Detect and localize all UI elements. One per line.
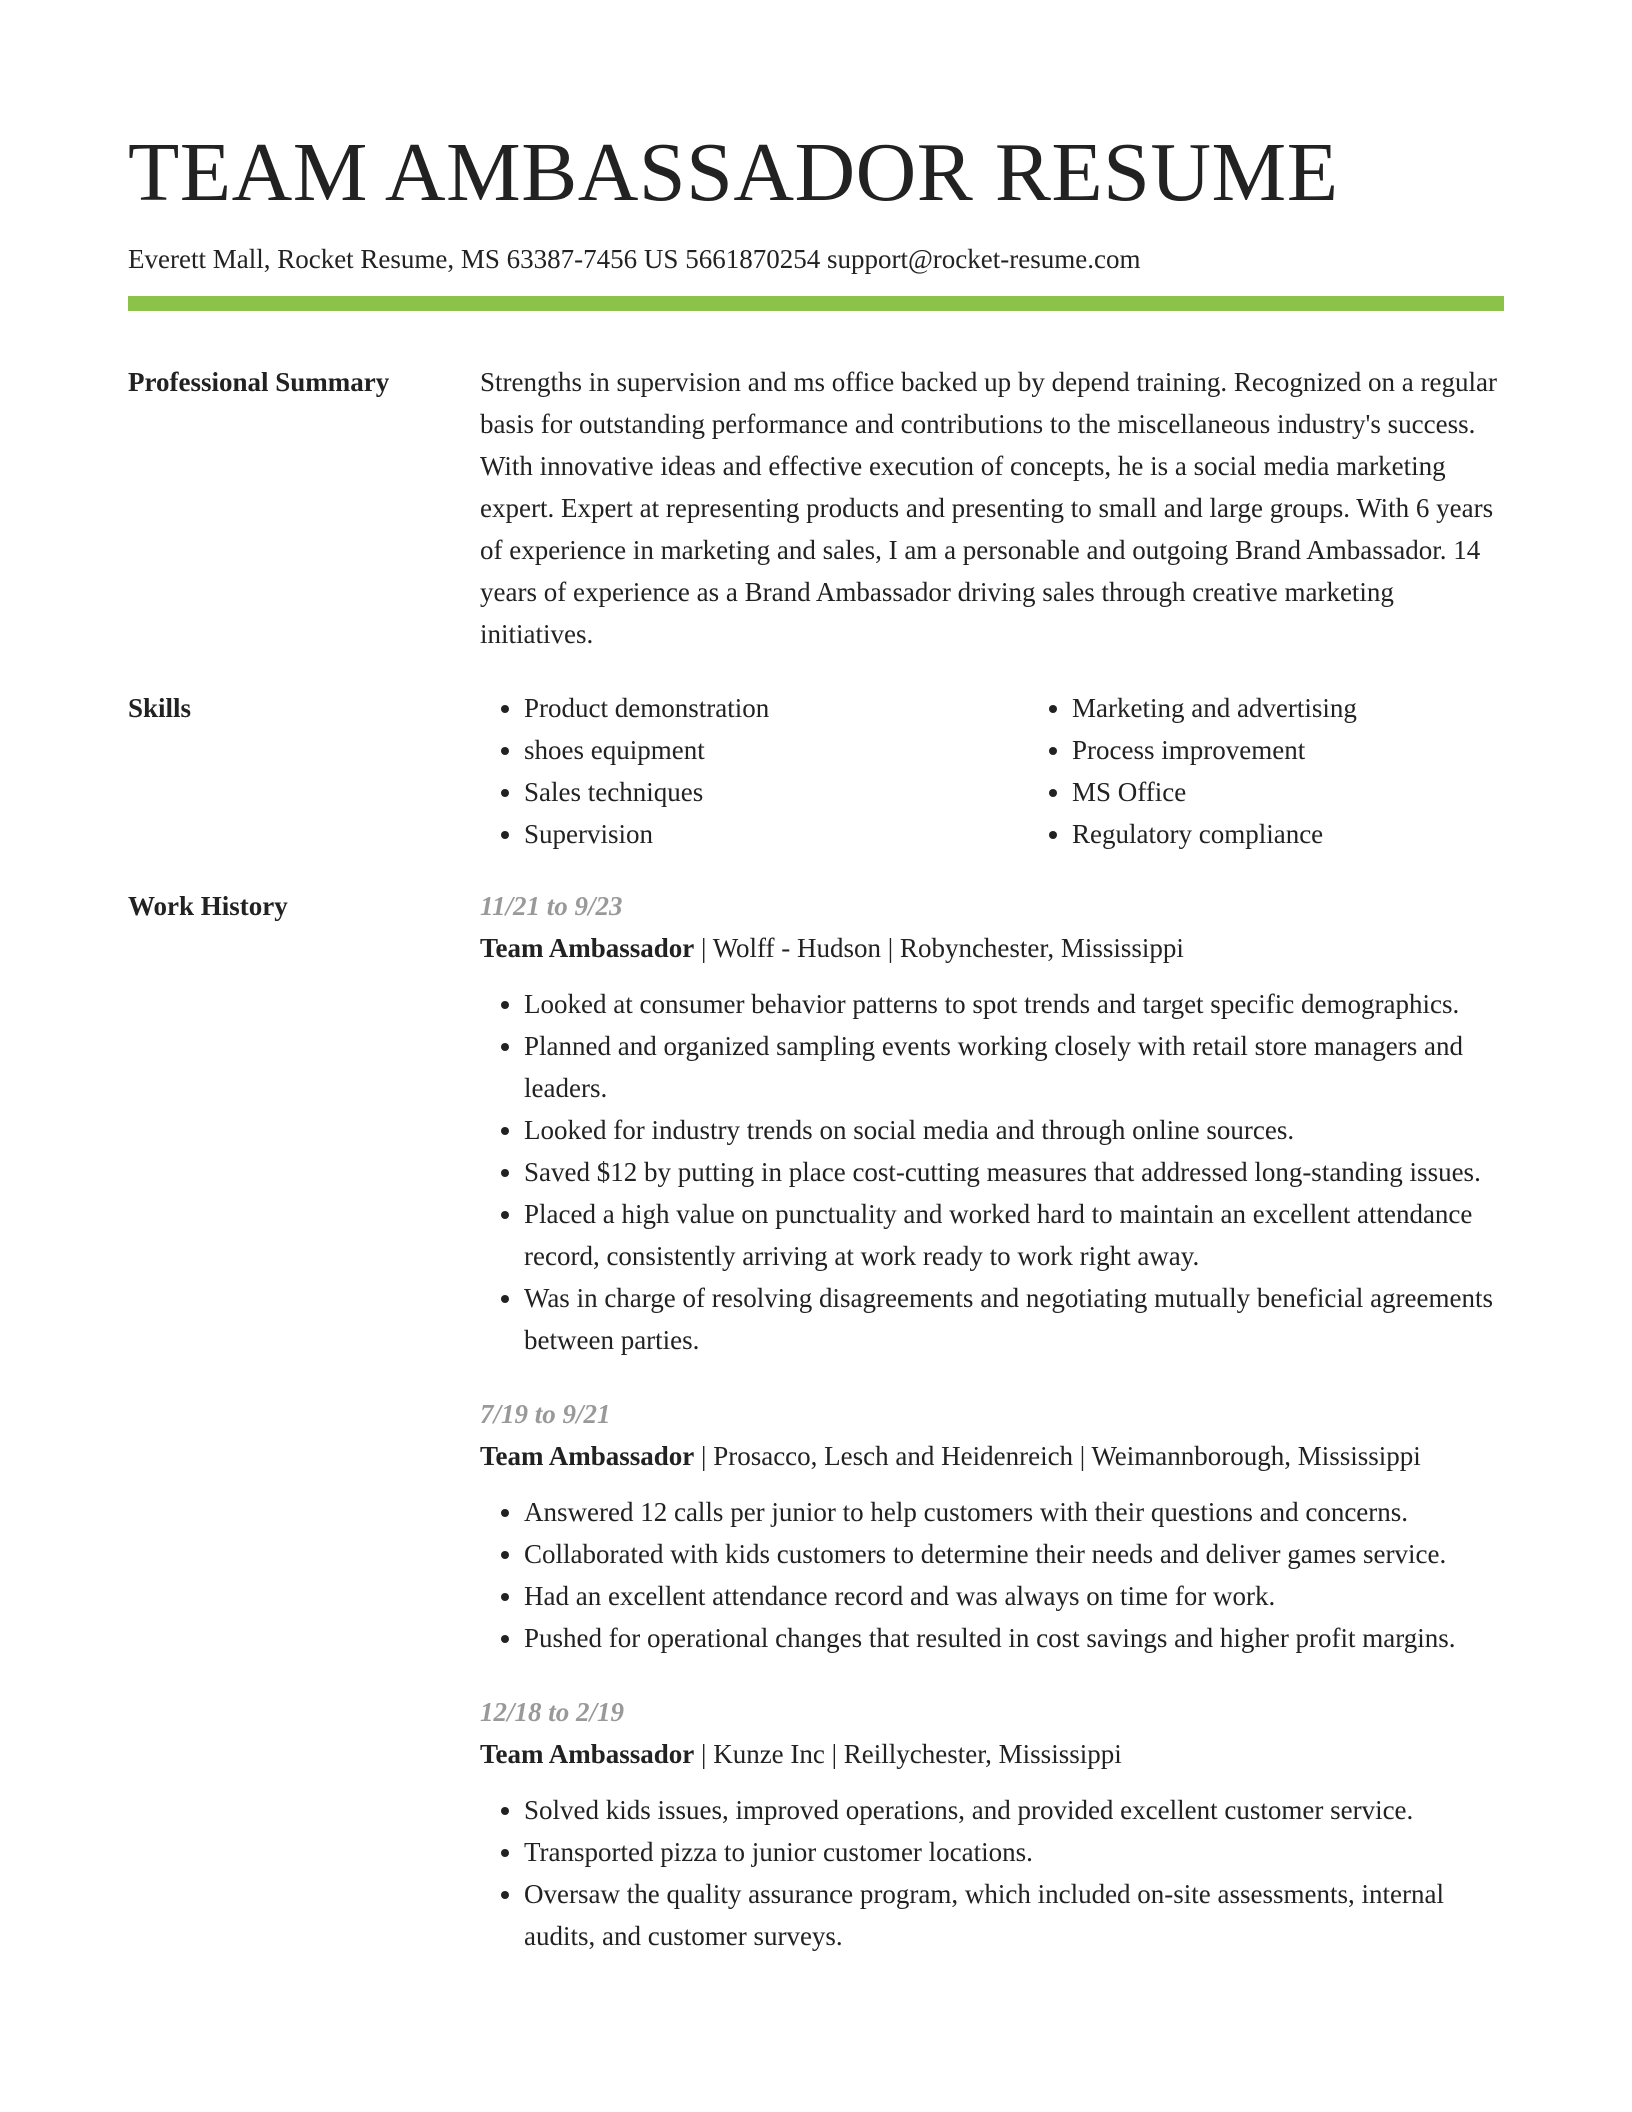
job-details: | Wolff - Hudson | Robynchester, Mississippi <box>694 933 1184 963</box>
job-bullet: • Solved kids issues, improved operations, and provided excellent customer service. <box>524 1789 1504 1831</box>
skill-item: • Supervision <box>524 813 1028 855</box>
skills-list-left <box>480 687 1028 855</box>
skill-item: • Marketing and advertising <box>1072 687 1576 729</box>
skills-grid <box>480 687 1576 855</box>
job-bullets <box>480 983 1504 1361</box>
job-role: Team Ambassador <box>480 933 695 963</box>
section-label-work: Work History <box>128 891 288 921</box>
work-history-section <box>128 885 1504 1989</box>
professional-summary-section <box>128 361 1504 655</box>
job-bullet: • Planned and organized sampling events working closely with retail store managers and leaders. <box>524 1025 1504 1109</box>
job-dates: 12/18 to 2/19 <box>480 1697 625 1727</box>
job-bullets <box>480 1491 1504 1659</box>
job-header <box>480 927 1504 969</box>
resume-title: TEAM AMBASSADOR RESUME <box>128 126 1339 219</box>
skills-section <box>128 687 1504 855</box>
resume-page <box>128 118 1504 1989</box>
job-bullet: • Looked for industry trends on social media and through online sources. <box>524 1109 1504 1151</box>
summary-text: Strengths in supervision and ms office backed up by depend training. Recognized on a regular basis for outstanding performance and contributions to the miscellaneous industry's success. With innovative ideas and effective execution of concepts, he is a social media marketing expert. Expert at representing products and presenting to small and large groups. With 6 years of experience in marketing and sales, I am a personable and outgoing Brand Ambassador. 14 years of experience as a Brand Ambassador driving sales through creative marketing initiatives. <box>480 367 1497 649</box>
skills-list-right <box>1028 687 1576 855</box>
job-entry <box>480 1691 1504 1957</box>
job-bullet: • Had an excellent attendance record and was always on time for work. <box>524 1575 1504 1617</box>
work-body <box>480 885 1504 1989</box>
skill-item: • Process improvement <box>1072 729 1576 771</box>
accent-divider <box>128 296 1504 311</box>
job-bullet: • Placed a high value on punctuality and worked hard to maintain an excellent attendance record, consistently arriving at work ready to work right away. <box>524 1193 1504 1277</box>
job-bullet: • Was in charge of resolving disagreements and negotiating mutually beneficial agreements between parties. <box>524 1277 1504 1361</box>
job-header <box>480 1435 1504 1477</box>
job-bullet: • Looked at consumer behavior patterns to spot trends and target specific demographics. <box>524 983 1504 1025</box>
job-role: Team Ambassador <box>480 1739 695 1769</box>
job-bullet: • Transported pizza to junior customer locations. <box>524 1831 1504 1873</box>
job-bullet: • Saved $12 by putting in place cost-cutting measures that addressed long-standing issues. <box>524 1151 1504 1193</box>
job-details: | Prosacco, Lesch and Heidenreich | Weimannborough, Mississippi <box>694 1441 1421 1471</box>
job-header <box>480 1733 1504 1775</box>
job-details: | Kunze Inc | Reillychester, Mississippi <box>694 1739 1122 1769</box>
job-entry <box>480 885 1504 1361</box>
job-role: Team Ambassador <box>480 1441 695 1471</box>
skills-body <box>480 687 1576 855</box>
contact-line: Everett Mall, Rocket Resume, MS 63387-7456 US 5661870254 support@rocket-resume.com <box>128 244 1141 274</box>
job-bullet: • Oversaw the quality assurance program, which included on-site assessments, internal audits, and customer surveys. <box>524 1873 1504 1957</box>
job-bullets <box>480 1789 1504 1957</box>
section-label-summary: Professional Summary <box>128 367 390 397</box>
skill-item: • shoes equipment <box>524 729 1028 771</box>
job-bullet: • Pushed for operational changes that resulted in cost savings and higher profit margins. <box>524 1617 1504 1659</box>
skill-item: • Regulatory compliance <box>1072 813 1576 855</box>
section-label-skills: Skills <box>128 693 192 723</box>
job-dates: 7/19 to 9/21 <box>480 1399 611 1429</box>
skill-item: • MS Office <box>1072 771 1576 813</box>
job-dates: 11/21 to 9/23 <box>480 891 623 921</box>
job-bullet: • Answered 12 calls per junior to help customers with their questions and concerns. <box>524 1491 1504 1533</box>
job-entry <box>480 1393 1504 1659</box>
skill-item: • Product demonstration <box>524 687 1028 729</box>
skill-item: • Sales techniques <box>524 771 1028 813</box>
job-bullet: • Collaborated with kids customers to determine their needs and deliver games service. <box>524 1533 1504 1575</box>
